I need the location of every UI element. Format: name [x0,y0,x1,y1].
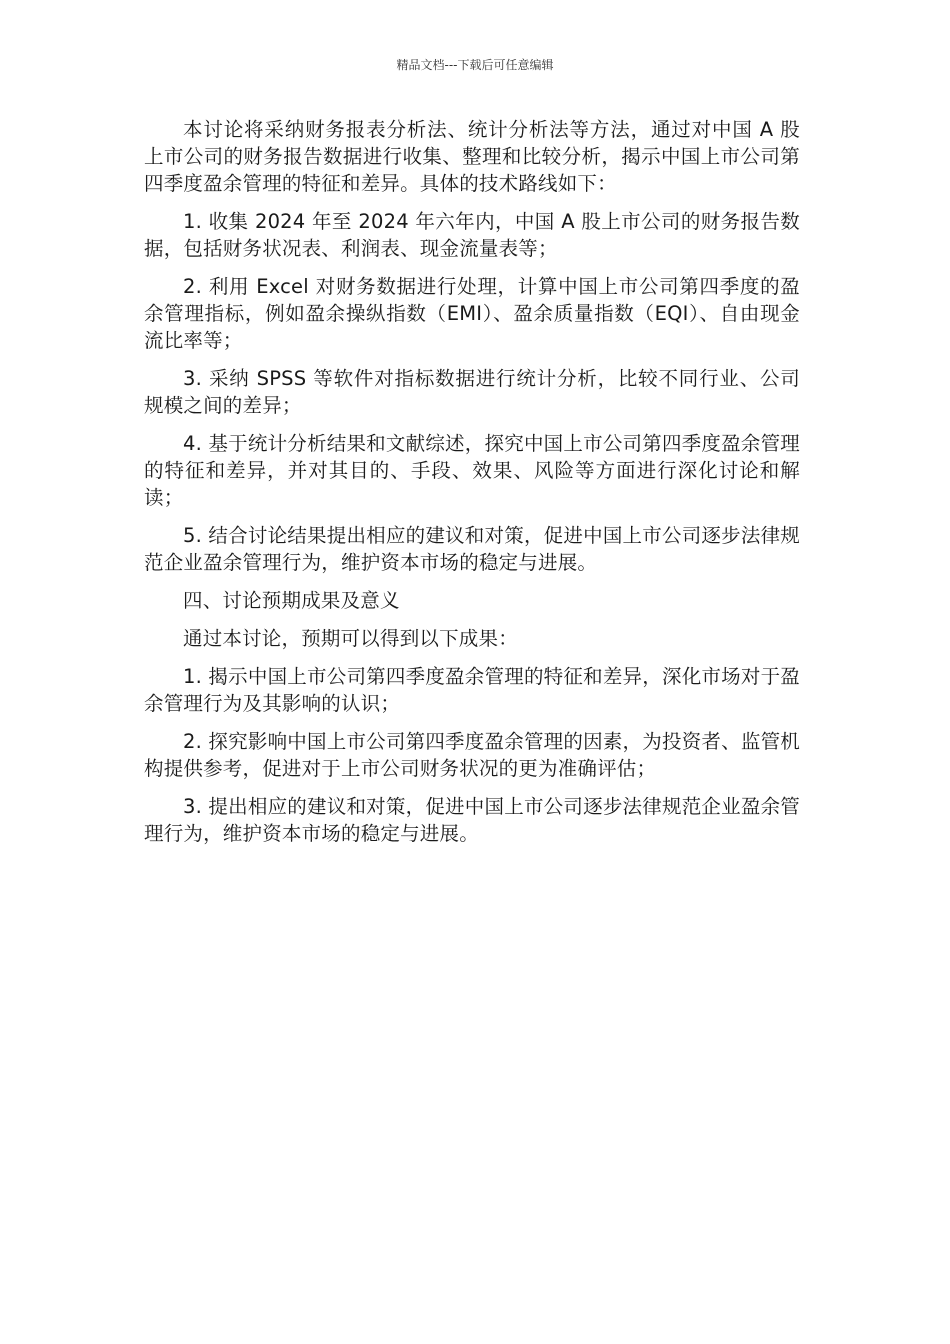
paragraph-step-1: 1. 收集 2024 年至 2024 年六年内，中国 A 股上市公司的财务报告数据，包括财务状况表、利润表、现金流量表等； [144,210,800,260]
page-header: 精品文档---下载后可任意编辑 [396,58,554,72]
document-body [144,116,800,858]
paragraph-step-4: 4. 基于统计分析结果和文献综述，探究中国上市公司第四季度盈余管理的特征和差异，并对其目的、手段、效果、风险等方面进行深化讨论和解读； [144,432,800,509]
paragraph-result-1: 1. 揭示中国上市公司第四季度盈余管理的特征和差异，深化市场对于盈余管理行为及其影响的认识； [144,665,800,715]
paragraph-step-2: 2. 利用 Excel 对财务数据进行处理，计算中国上市公司第四季度的盈余管理指标，例如盈余操纵指数（EMI）、盈余质量指数（EQI）、自由现金流比率等； [144,275,800,352]
paragraph-step-3: 3. 采纳 SPSS 等软件对指标数据进行统计分析，比较不同行业、公司规模之间的差异； [144,367,800,417]
paragraph-result-2: 2. 探究影响中国上市公司第四季度盈余管理的因素，为投资者、监管机构提供参考，促进对于上市公司财务状况的更为准确评估； [144,730,800,780]
section-heading-expected-results: 四、讨论预期成果及意义 [183,589,400,612]
paragraph-result-3: 3. 提出相应的建议和对策，促进中国上市公司逐步法律规范企业盈余管理行为，维护资本市场的稳定与进展。 [144,795,800,845]
paragraph-method-intro: 本讨论将采纳财务报表分析法、统计分析法等方法，通过对中国 A 股上市公司的财务报告数据进行收集、整理和比较分析，揭示中国上市公司第四季度盈余管理的特征和差异。具体的技术路线如下： [144,118,800,195]
paragraph-results-intro: 通过本讨论，预期可以得到以下成果： [183,627,518,650]
paragraph-step-5: 5. 结合讨论结果提出相应的建议和对策，促进中国上市公司逐步法律规范企业盈余管理行为，维护资本市场的稳定与进展。 [144,524,800,574]
